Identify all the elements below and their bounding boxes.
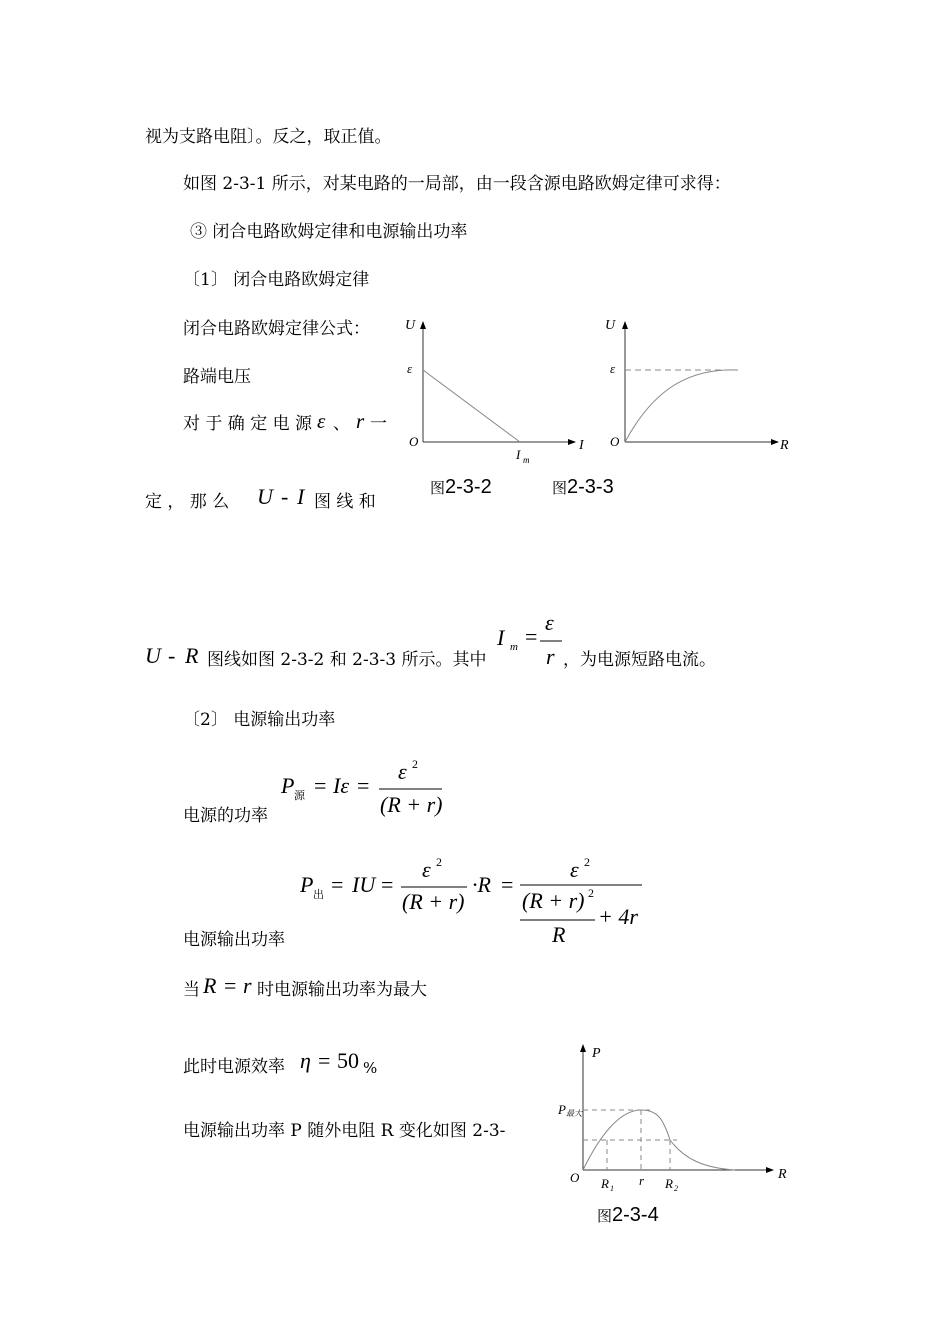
terminal-voltage-label: 路端电压	[183, 367, 251, 387]
eta-eq: =	[318, 1048, 331, 1073]
text-line-8a: 定 ， 那 么	[145, 492, 230, 512]
fig234-tick-r2: R	[665, 1176, 673, 1191]
fig234-tick-r2-sub: 2	[674, 1184, 678, 1193]
r-symbol: r	[356, 409, 365, 433]
subsection-heading-2: 〔2〕 电源输出功率	[183, 710, 336, 730]
epsilon-symbol: ε	[317, 409, 326, 433]
text-line-13a: 当	[183, 980, 200, 1000]
fig233-caption	[552, 477, 614, 497]
p-out-fraction-bar-2	[520, 884, 642, 886]
text-line-9b: ，为电源短路电流。	[563, 650, 716, 670]
im-i: I	[497, 625, 505, 650]
fig233-curve	[625, 370, 738, 442]
u-symbol: U	[257, 484, 273, 509]
im-fraction-bar	[540, 640, 562, 642]
p-out-num1-sq: 2	[436, 855, 442, 869]
p-out-eq2: =	[381, 872, 394, 897]
fig234-y-mark: P	[558, 1102, 566, 1117]
output-power-label: 电源输出功率	[183, 930, 285, 950]
p-out-inner-den: R	[552, 922, 566, 947]
p-out-eq3: =	[501, 872, 514, 897]
fig234-y-mark-sub: 最大	[566, 1109, 582, 1118]
fig232-x-label: I	[579, 438, 584, 453]
p-out-den2-sq: 2	[588, 886, 594, 900]
text-line-13b: 时电源输出功率为最大	[257, 980, 427, 1000]
p-out-dot-r: ·R	[472, 872, 491, 897]
section-heading-3: ③ 闭合电路欧姆定律和电源输出功率	[190, 222, 468, 242]
fig232-caption-prefix: 图	[430, 479, 446, 497]
fig234-tick-r1-sub: 1	[610, 1184, 614, 1193]
p-source-num-sq: 2	[412, 757, 418, 771]
p-out-fraction-bar-1	[401, 886, 467, 888]
fig234-y-label: P	[592, 1046, 601, 1061]
cond-r-lower: r	[243, 973, 252, 998]
im-denominator: r	[546, 644, 555, 669]
p-source-sub: 源	[294, 789, 305, 802]
text-line-14: 此时电源效率	[183, 1057, 285, 1077]
fig234-tick-r: r	[639, 1173, 645, 1188]
u-symbol-2: U	[145, 643, 161, 668]
p-out-den1: (R + r)	[402, 889, 465, 914]
text-line-15: 电源输出功率 P 随外电阻 R 变化如图 2-3-	[183, 1121, 506, 1141]
im-equals: =	[525, 624, 538, 649]
eta-value: 50	[337, 1048, 359, 1073]
text-line-8b: 图 线 和	[314, 492, 376, 512]
r-upper-symbol: R	[185, 643, 199, 668]
dash-symbol-2: -	[168, 643, 176, 668]
fig234-caption-prefix: 图	[597, 1207, 613, 1225]
text-line-1: 视为支路电阻〕。反之，取正值。	[145, 127, 392, 147]
p-source-num: ε	[398, 759, 407, 784]
fig232-origin: O	[409, 434, 419, 449]
text-line-7a: 对 于 确 定 电 源	[183, 414, 313, 434]
text-line-7c: 一	[370, 414, 387, 434]
fig233-y-mark: ε	[610, 361, 616, 376]
fig234-tick-r1: R	[601, 1176, 609, 1191]
p-out-plus4r: + 4r	[598, 904, 638, 929]
p-source: P	[281, 773, 295, 798]
dash-symbol: -	[281, 484, 289, 509]
p-out-iu: IU	[352, 872, 376, 897]
p-out-num2-sq: 2	[584, 855, 590, 869]
fig232-caption-num: 2-3-2	[445, 476, 492, 498]
cond-eq: =	[224, 973, 237, 998]
figure-2-3-3	[598, 310, 798, 470]
p-source-eq2: =	[357, 773, 370, 798]
fig233-y-label: U	[605, 318, 616, 333]
p-out-num1: ε	[422, 857, 431, 882]
fig232-caption	[430, 477, 492, 497]
p-source-den: (R + r)	[380, 792, 443, 817]
i-symbol: I	[297, 484, 305, 509]
fig232-y-mark: ε	[407, 361, 413, 376]
subsection-heading-1: 〔1〕 闭合电路欧姆定律	[183, 270, 370, 290]
eta-symbol: η	[300, 1048, 311, 1073]
p-out-den2-rpr: (R + r)	[522, 888, 585, 913]
fig233-x-label: R	[780, 438, 789, 453]
p-out: P	[300, 872, 314, 897]
fig232-line	[423, 370, 520, 442]
fig233-caption-prefix: 图	[552, 479, 568, 497]
p-out-sub: 出	[313, 888, 324, 901]
fig232-x-mark: I	[516, 447, 521, 462]
p-source-fraction-bar	[379, 788, 442, 790]
figure-2-3-2	[395, 310, 595, 470]
fig234-caption-num: 2-3-4	[612, 1204, 659, 1226]
fig232-x-mark-sub: m	[523, 455, 530, 465]
p-source-eq1: =	[314, 773, 327, 798]
fig233-origin: O	[610, 434, 620, 449]
cond-r-upper: R	[203, 973, 217, 998]
source-power-label: 电源的功率	[183, 806, 268, 826]
im-sub: m	[510, 641, 518, 653]
fig232-y-label: U	[405, 318, 416, 333]
figure-2-3-4	[555, 1040, 795, 1200]
text-line-9a: 图线如图 2-3-2 和 2-3-3 所示。其中	[207, 650, 487, 670]
text-line-7b: 、	[333, 414, 350, 434]
p-out-inner-fraction-bar	[520, 919, 595, 921]
fig234-origin: O	[570, 1170, 580, 1185]
eta-percent: %	[363, 1059, 378, 1077]
p-out-num2: ε	[570, 857, 579, 882]
fig234-x-label: R	[778, 1167, 787, 1182]
p-source-ie: Iε	[333, 773, 349, 798]
formula-label-ohm: 闭合电路欧姆定律公式：	[183, 319, 370, 339]
p-out-eq1: =	[331, 872, 344, 897]
fig233-caption-num: 2-3-3	[567, 476, 614, 498]
im-numerator: ε	[545, 610, 554, 635]
fig234-caption	[597, 1205, 659, 1225]
text-line-2: 如图 2-3-1 所示，对某电路的一局部，由一段含源电路欧姆定律可求得：	[183, 174, 731, 194]
